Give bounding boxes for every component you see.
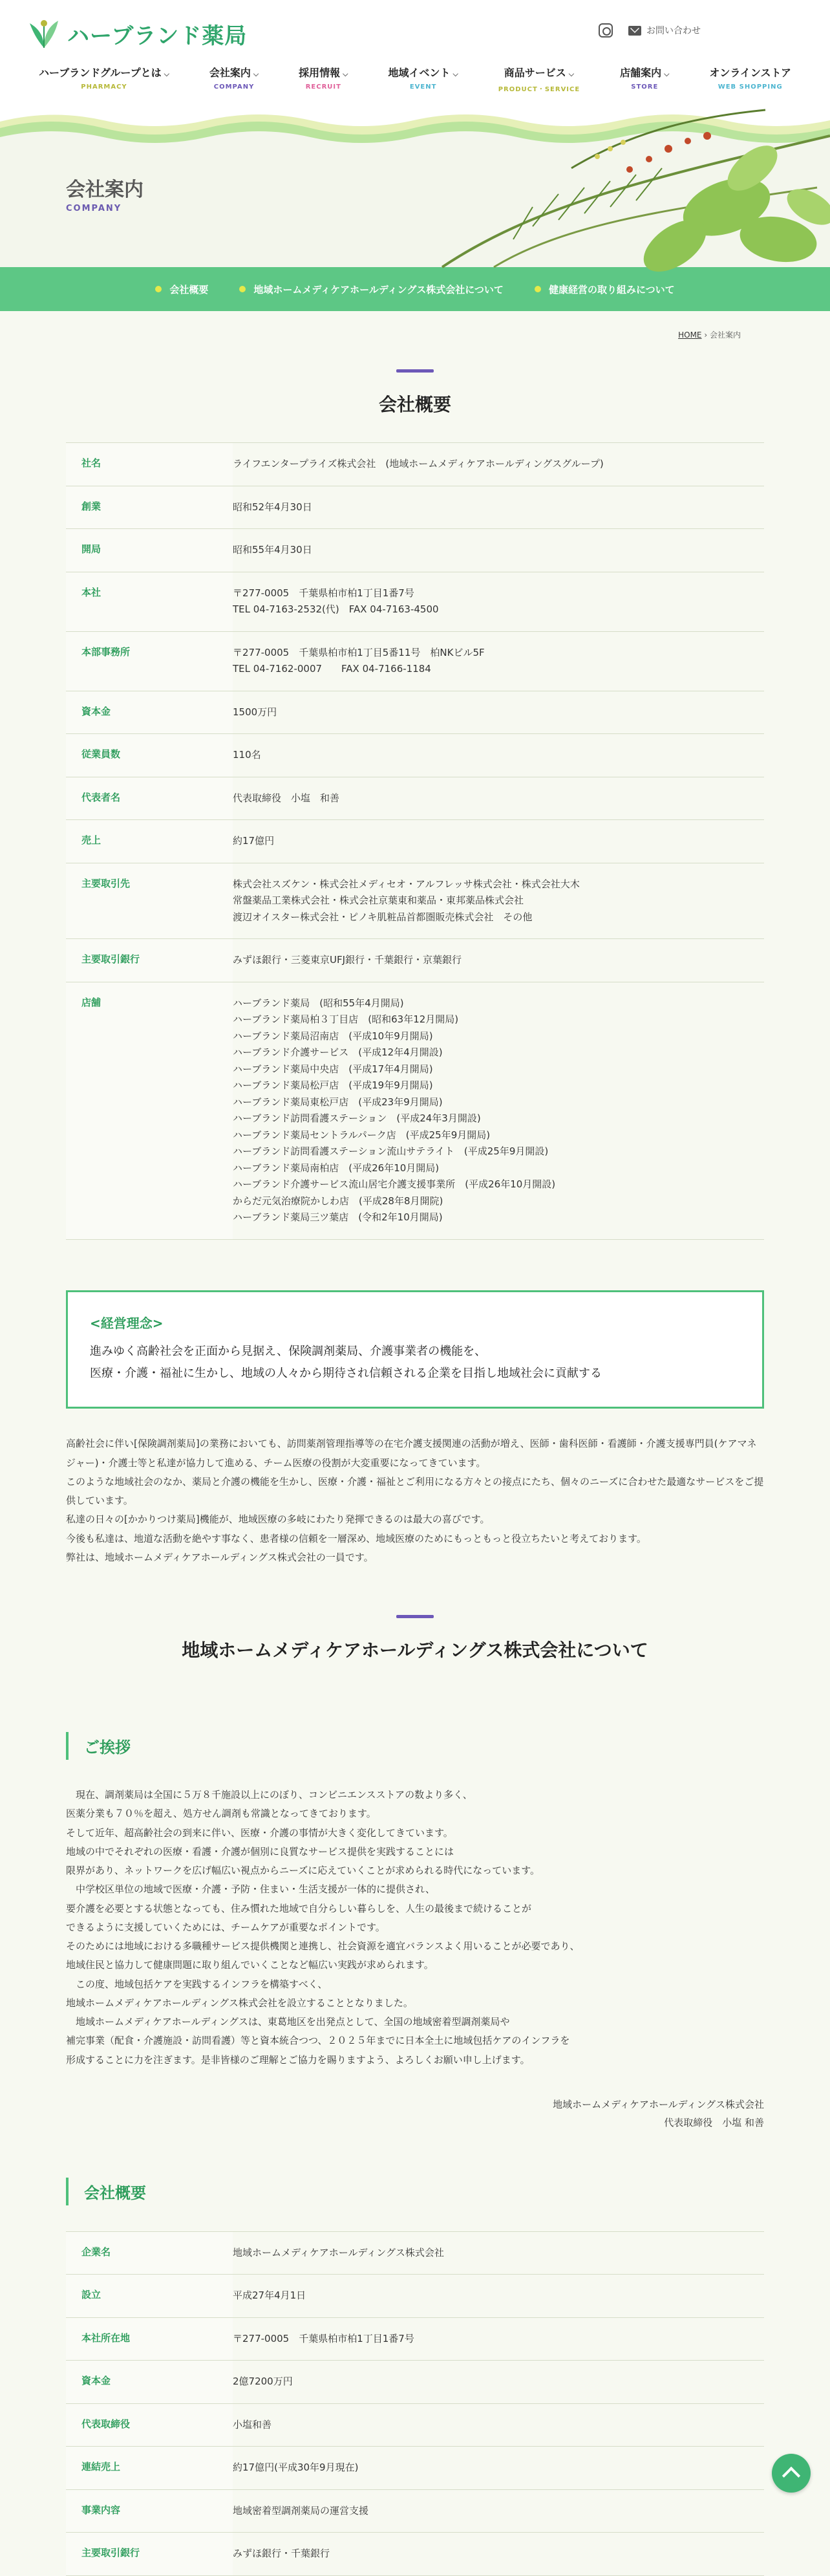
signature [66,2095,764,2132]
table-row [66,2317,764,2361]
nav-sub: PHARMACY [81,83,127,91]
row-label: 連結売上 [66,2447,233,2490]
paragraph: 現在、調剤薬局は全国に５万８千施設以上にのぼり、コンビニエンスストアの数より多く、 [66,1789,473,1801]
paragraph: そして近年、超高齢社会の到来に伴い、医療・介護の事情が大きく変化してきています。 [66,1826,453,1839]
table-row [66,820,764,863]
chevron-down-icon: ⌵ [343,70,348,78]
row-value: 株式会社スズケン・株式会社メディセオ・アルフレッサ株式会社・株式会社大木 常盤薬品工業株式会社・株式会社京葉東和薬品・東邦薬品株式会社 渡辺オイスター株式会社・ピノキ肌粧品首都圏販売株式会社 その他 [233,878,580,923]
paragraph: 高齢社会に伴い[保険調剤薬局]の業務においても、訪問薬剤管理指導等の在宅介護支援関連の活動が増え、医師・歯科医師・看護師・介護支援専門員(ケアマネジャー)・介護士等と私達が協力して進める、チーム医療の役割が大変重要になってきています。 [66,1438,757,1469]
paragraph: 弊社は、地域ホームメディケアホールディングス株式会社の一員です。 [66,1551,374,1563]
philosophy-text: 進みゆく高齢社会を正面から見据え、保険調剤薬局、介護事業者の機能を、 医療・介護・福祉に生かし、地域の人々から期待され信頼される企業を目指し地域社会に貢献する [90,1345,602,1381]
nav-sub: STORE [631,83,659,91]
nav-item-product[interactable] [498,65,580,93]
row-value: 〒277-0005 千葉県柏市柏1丁目1番7号 [233,2332,414,2344]
anchor-overview[interactable] [155,283,208,296]
dot-icon [239,286,246,292]
nav-label: オンラインストア [709,67,791,79]
paragraph: 地域住民と協力して健康問題に取り組んでいくことなど幅広い実践が求められます。 [66,1959,434,1971]
dot-icon [155,286,162,292]
table-row [66,2231,764,2275]
mail-icon [628,26,641,36]
nav-item-online-store[interactable] [709,65,791,93]
nav-label: 商品サービス [504,67,566,79]
row-label: 社名 [66,443,233,486]
philosophy-section [0,1290,830,1567]
paragraph: この度、地域包括ケアを実践するインフラを構築すべく、 [66,1978,328,1990]
row-label: 売上 [66,820,233,863]
anchor-holdings[interactable] [239,283,504,296]
nav-item-event[interactable] [388,65,458,93]
row-label: 代表取締役 [66,2403,233,2447]
nav-sub: PRODUCT・SERVICE [498,86,580,93]
row-label: 企業名 [66,2231,233,2275]
chevron-down-icon: ⌵ [164,70,169,78]
anchor-label: 会社概要 [169,283,209,296]
holdings-overview-heading: 会社概要 [66,2178,764,2205]
nav-sub: EVENT [409,83,437,91]
paragraph: 限界があり、ネットワークを広げ幅広い視点からニーズに応えていくことが求められる時代になっています。 [66,1865,540,1877]
breadcrumb-current: 会社案内 [709,330,741,340]
greeting-text [66,1786,764,2070]
row-value: みずほ銀行・千葉銀行 [233,2548,330,2560]
chevron-down-icon: ⌵ [452,70,458,78]
nav-label: 採用情報 [299,67,341,79]
global-nav [39,65,791,93]
section-heading: 地域ホームメディケアホールディングス株式会社について [182,1640,648,1661]
paragraph: 形成することに力を注ぎます。是非皆様のご理解とご協力を賜りますよう、よろしくお願い申し上げます。 [66,2053,530,2066]
row-value: 小塩和善 [233,2418,272,2430]
row-value: 110名 [233,749,261,761]
herbs-image [365,110,830,267]
row-label: 主要取引先 [66,863,233,939]
paragraph: 地域ホームメディケアホールディングス株式会社を設立することとなりました。 [66,1997,413,2009]
signature-company: 地域ホームメディケアホールディングス株式会社 [553,2098,764,2110]
paragraph: 中学校区単位の地域で医療・介護・予防・住まい・生活支援が一体的に提供され、 [66,1883,435,1896]
row-value: 平成27年4月1日 [233,2289,306,2302]
nav-item-recruit[interactable] [299,65,348,93]
chevron-down-icon: ⌵ [253,70,259,78]
dot-icon [535,286,541,292]
row-value: 代表取締役 小塩 和善 [233,792,340,804]
row-label: 創業 [66,486,233,529]
site-logo[interactable] [26,17,247,50]
overview-title [0,369,830,417]
paragraph: このような地域社会のなか、薬局と介護の機能を生かし、医療・介護・福祉とご利用になる方々との接点にたち、個々のニーズに合わせた最適なサービスをご提供しています。 [66,1475,764,1507]
overview-table [66,442,764,1240]
row-label: 主要取引銀行 [66,939,233,982]
holdings-table [66,2231,764,2576]
page-hero [0,149,830,267]
logo-text: ハーブランド薬局 [67,23,248,49]
row-label: 従業員数 [66,734,233,777]
nav-sub: COMPANY [213,83,255,91]
nav-item-store[interactable] [620,65,669,93]
row-value: 〒277-0005 千葉県柏市柏1丁目1番7号 TEL 04-7163-2532(代) FAX 04-7163-4500 [233,587,439,615]
top-links [599,23,701,38]
row-value: 昭和52年4月30日 [233,501,312,513]
paragraph: 地域ホームメディケアホールディングスは、東葛地区を出発点として、全国の地域密着型調剤薬局や [66,2016,510,2028]
holdings-title [0,1615,830,1662]
table-row [66,863,764,939]
anchor-label: 健康経営の取り組みについて [548,283,675,296]
intro-text [66,1434,764,1567]
page-title: 会社案内 [66,179,144,201]
section-heading: 会社概要 [378,394,451,415]
paragraph: 地域の中でそれぞれの医療・看護・介護が個別に良質なサービス提供を実践することには [66,1845,454,1857]
row-label: 事業内容 [66,2489,233,2533]
table-row [66,529,764,572]
instagram-icon[interactable] [599,23,613,38]
nav-label: 会社案内 [209,67,251,79]
paragraph: 要介護を必要とする状態となっても、住み慣れた地域で自分らしい暮らしを、人生の最後まで続けることが [66,1902,532,1914]
greeting-heading: ご挨拶 [66,1732,764,1760]
table-row [66,2489,764,2533]
chevron-down-icon: ⌵ [664,70,670,78]
row-value: 地域ホームメディケアホールディングス株式会社 [233,2246,444,2258]
nav-sub: RECRUIT [305,83,341,91]
chevron-down-icon: ⌵ [568,70,575,78]
table-row [66,486,764,529]
table-row [66,2533,764,2576]
row-label: 店舗 [66,982,233,1239]
paragraph: 医薬分業も７０％を超え、処方せん調剤も常識となってきております。 [66,1808,376,1820]
table-row [66,443,764,486]
row-value: 地域密着型調剤薬局の運営支援 [233,2504,369,2516]
table-row [66,982,764,1239]
row-label: 設立 [66,2275,233,2318]
row-value: 1500万円 [233,706,277,718]
contact-link[interactable] [628,24,701,37]
row-value: 約17億円(平成30年9月現在) [233,2462,359,2474]
anchor-label: 地域ホームメディケアホールディングス株式会社について [253,283,504,296]
row-value: 昭和55年4月30日 [233,544,312,556]
row-label: 本社所在地 [66,2317,233,2361]
row-label: 開局 [66,529,233,572]
herb-leaf-icon [26,17,62,50]
table-row [66,572,764,631]
table-row [66,2275,764,2318]
row-value: 〒277-0005 千葉県柏市柏1丁目5番11号 柏NKビル5F TEL 04-7162-0007 FAX 04-7166-1184 [233,646,485,675]
row-value: ライフエンタープライズ株式会社 (地域ホームメディケアホールディングスグループ) [233,458,604,470]
nav-item-company[interactable] [209,65,259,93]
breadcrumb-home[interactable]: HOME [678,330,702,340]
row-label: 資本金 [66,2361,233,2404]
row-value: みずほ銀行・三菱東京UFJ銀行・千葉銀行・京葉銀行 [233,954,462,966]
row-label: 本社 [66,572,233,631]
row-label: 資本金 [66,691,233,734]
paragraph: 今後も私達は、地道な活動を絶やす事なく、患者様の信頼を一層深め、地域医療のためにもっともっと役立ちたいと考えております。 [66,1532,646,1544]
breadcrumb [0,311,830,363]
overview-section [0,369,830,1290]
nav-item-pharmacy[interactable] [39,65,169,93]
nav-label: 地域イベント [388,67,451,79]
row-label: 主要取引銀行 [66,2533,233,2576]
anchor-health[interactable] [535,283,675,296]
anchor-nav [0,267,830,311]
paragraph: 補完事業（配食・介護施設・訪問看護）等と資本統合つつ、２０２５年までに日本全土に地域包括ケアのインフラを [66,2035,570,2047]
table-row [66,631,764,691]
table-row [66,2361,764,2404]
nav-label: ハーブランドグループとは [39,67,162,79]
signature-name: 代表取締役 小塩 和善 [664,2117,764,2129]
paragraph: そのためには地域における多職種サービス提供機関と連携し、社会資源を適宜バランスよく用いることが必要であり、 [66,1940,580,1953]
row-label: 本部事務所 [66,631,233,691]
paragraph: できるように支援していくためには、チームケアが重要なポイントです。 [66,1921,385,1933]
scroll-top-button[interactable] [772,2454,811,2493]
contact-label: お問い合わせ [646,26,701,36]
nav-sub: WEB SHOPPING [718,83,783,91]
table-row [66,691,764,734]
table-row [66,2403,764,2447]
holdings-section [0,1615,830,2576]
row-value: 約17億円 [233,835,275,847]
table-row [66,939,764,982]
nav-label: 店舗案内 [620,67,662,79]
table-row [66,777,764,820]
row-label: 代表者名 [66,777,233,820]
row-value: ハーブランド薬局 (昭和55年4月開局) ハーブランド薬局柏３丁目店 (昭和63年12月開局) ハーブランド薬局沼南店 (平成10年9月開局) ハーブランド介護サービス (平成12年4月開設) ハーブランド薬局中央店 (平成17年4月開局) ハーブランド薬局松戸店 (平成19年9月開局) ハーブランド薬局東松戸店 (平成23年9月開局) ハーブランド訪問看護ステーション (平成24年3月開設) ハーブランド薬局セントラルパーク店 (平成25年9月開局) ハーブランド訪問看護ステーション流山サテライト (平成25年9月開設) ハーブランド薬局南柏店 (平成26年10月開局) ハーブランド介護サービス流山居宅介護支援事業所 (平成26年10月開設) からだ元気治療院かしわ店 (平成28年8月開院) ハーブランド薬局三ツ葉店 (令和2年10月開局) [233,997,556,1223]
breadcrumb-sep: › [704,330,708,340]
row-value: 2億7200万円 [233,2376,293,2388]
table-row [66,734,764,777]
philosophy-box [66,1290,764,1409]
philosophy-heading: <経営理念> [90,1315,164,1331]
paragraph: 私達の日々の[かかりつけ薬局]機能が、地域医療の多岐にわたり発揮できるのは最大の喜びです。 [66,1513,490,1526]
table-row [66,2447,764,2490]
page-subtitle: COMPANY [66,204,122,213]
